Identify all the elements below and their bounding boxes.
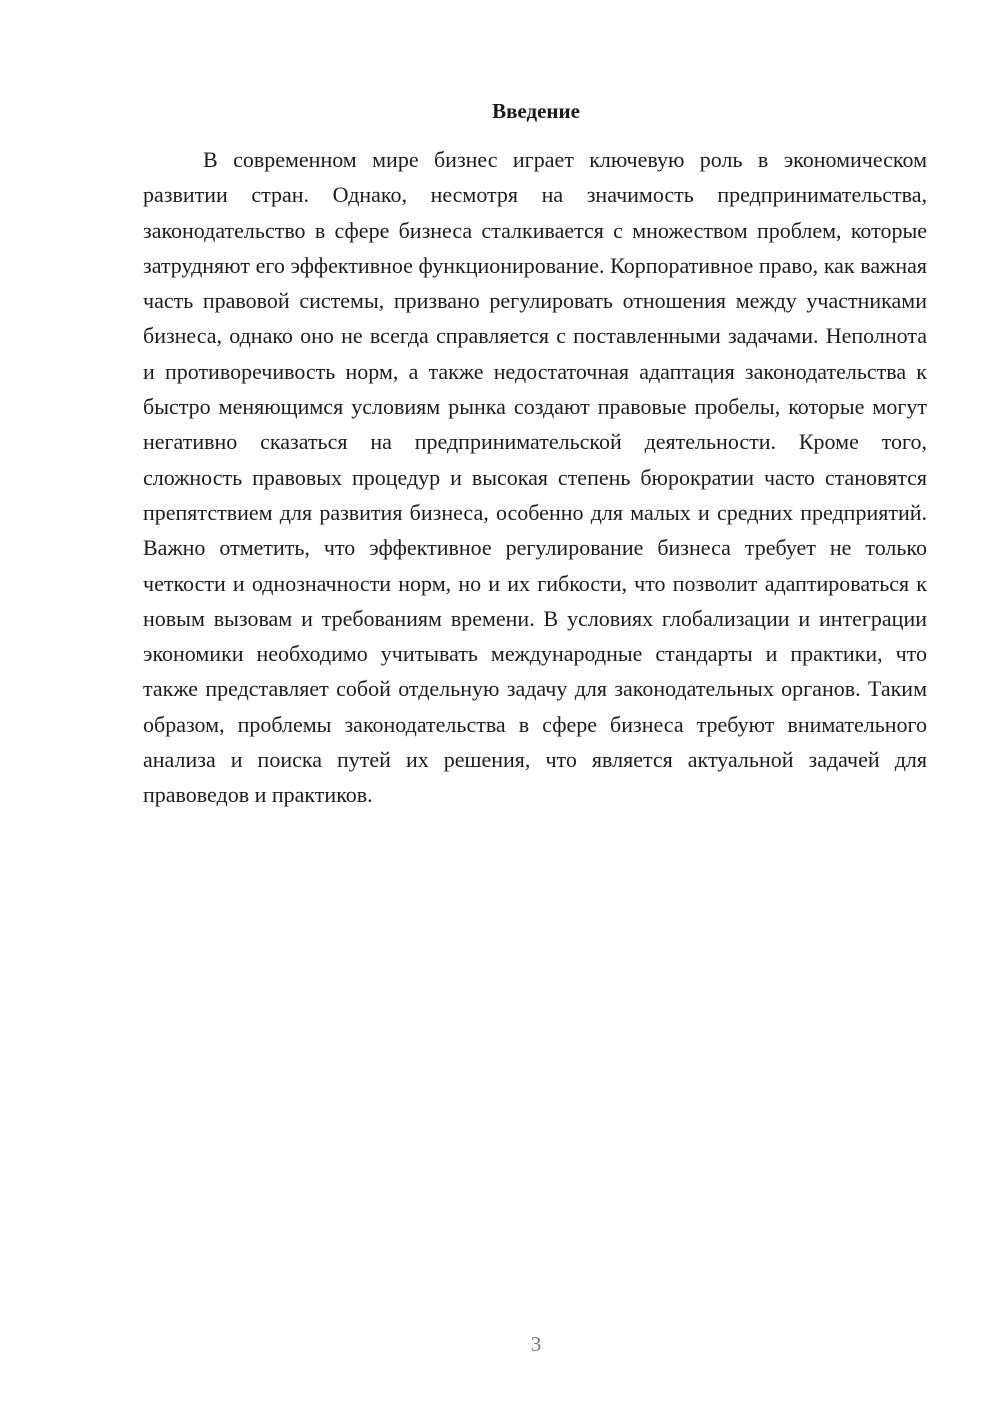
page-number: 3 xyxy=(530,1332,542,1356)
body-paragraph: В современном мире бизнес играет ключевую роль в экономическом развитии стран. Однако, несмотря на значимость предпринимательства, законодательство в сфере бизнеса сталкивается с множеством проблем, которые затрудняют его эффективное функционирование. Корпоративное право, как важная часть правовой системы, призвано регулировать отношения между участниками бизнеса, однако оно не всегда справляется с поставленными задачами. Неполнота и противоречивость норм, а также недостаточная адаптация законодательства к быстро меняющимся условиям рынка создают правовые пробелы, которые могут негативно сказаться на предпринимательской деятельности. Кроме того, сложность правовых процедур и высокая степень бюрократии часто становятся препятствием для развития бизнеса, особенно для малых и средних предприятий. Важно отметить, что эффективное регулирование бизнеса требует не только четкости и однозначности норм, но и их гибкости, что позволит адаптироваться к новым вызовам и требованиям времени. В условиях глобализации и интеграции экономики необходимо учитывать международные стандарты и практики, что также представляет собой отдельную задачу для законодательных органов. Таким образом, проблемы законодательства в сфере бизнеса требуют внимательного анализа и поиска путей их решения, что является актуальной задачей для правоведов и практиков. xyxy=(143,147,927,808)
section-title: Введение xyxy=(492,99,580,123)
